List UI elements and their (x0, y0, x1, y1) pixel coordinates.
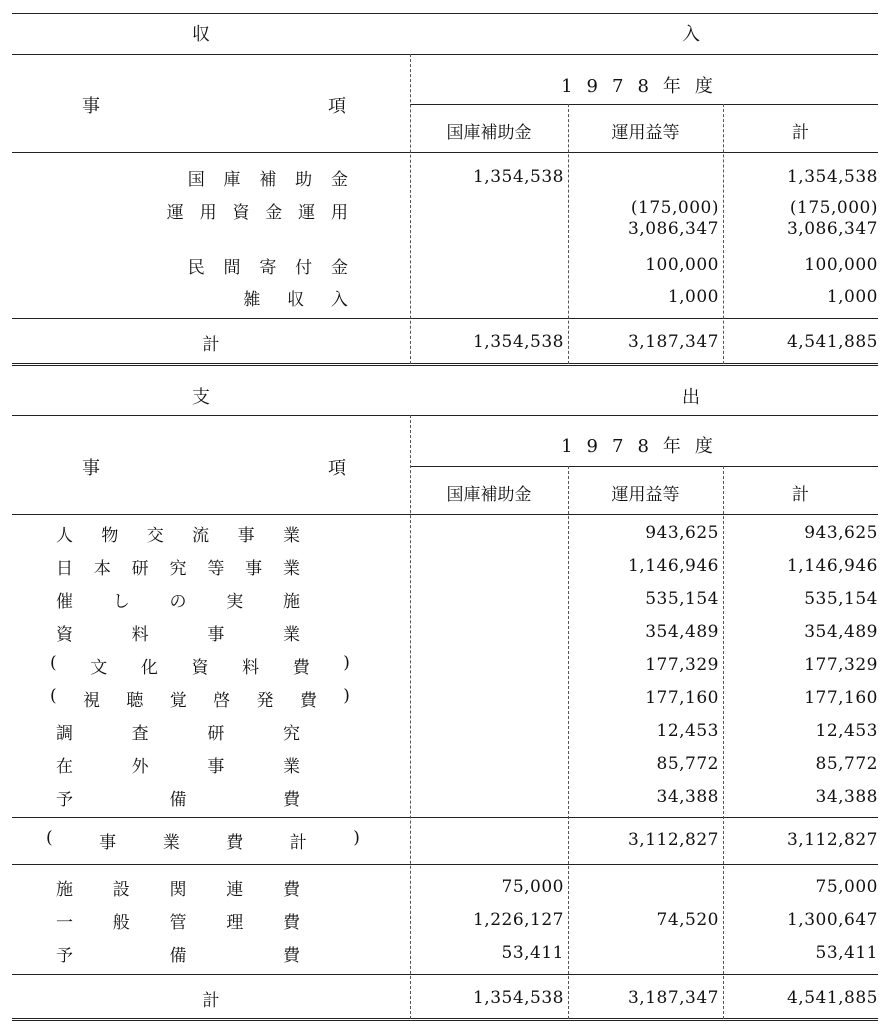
expense-subtotal-row: ( 事 業 費 計 ) 3,112,827 3,112,827 (46, 827, 878, 853)
income-subcol-1: 国庫補助金 (446, 123, 532, 143)
table-row: 日 本 研 究 等 事 業 1,146,946 1,146,946 (56, 556, 878, 579)
row-label: 運 用 資 金 運 用 (166, 203, 348, 223)
income-total-row: 計 1,354,538 3,187,347 4,541,885 (202, 332, 878, 355)
income-header-right: 入 (682, 24, 700, 45)
income-year-label: 1978年度 (561, 76, 727, 97)
table-row: 在 外 事 業 85,772 85,772 (56, 754, 878, 777)
expense-year-label: 1978年度 (561, 436, 727, 457)
budget-table (12, 8, 878, 1026)
expense-col-item-a: 事 (82, 458, 100, 479)
expense-subcol-3: 計 (792, 485, 809, 505)
table-row: 施 設 関 連 費 75,000 75,000 (56, 877, 878, 900)
row-label: 雑 収 入 (243, 289, 348, 310)
table-row: 民 間 寄 付 金 100,000 100,000 (12, 252, 878, 278)
table-row: 予 備 費 53,411 53,411 (56, 943, 878, 966)
table-row: 資 料 事 業 354,489 354,489 (56, 622, 878, 645)
table-row: ( 文 化 資 料 費 ) 177,329 177,329 (50, 652, 878, 678)
row-label: 国 庫 補 助 金 (187, 169, 348, 190)
table-row: 雑 収 入 1,000 1,000 (12, 284, 878, 310)
expense-header-right: 出 (682, 387, 700, 408)
income-col-item-a: 事 (82, 96, 100, 117)
table-row: 調 査 研 究 12,453 12,453 (56, 721, 878, 744)
bottom-rule (12, 1018, 878, 1021)
expense-total-row: 計 1,354,538 3,187,347 4,541,885 (202, 988, 878, 1011)
table-row: 催 し の 実 施 535,154 535,154 (56, 589, 878, 612)
table-row: 人 物 交 流 事 業 943,625 943,625 (56, 523, 878, 546)
expense-subcol-1: 国庫補助金 (446, 485, 532, 505)
income-header-left: 収 (192, 24, 210, 45)
income-subcol-2: 運用益等 (611, 123, 680, 143)
table-row: 運 用 資 金 運 用 (175,000) 3,086,347 (175,000) 3,086,347 (12, 198, 878, 244)
expense-subcol-2: 運用益等 (611, 485, 680, 505)
income-subcol-3: 計 (792, 123, 809, 143)
table-row: 一 般 管 理 費 1,226,127 74,520 1,300,647 (56, 910, 878, 933)
top-rule (12, 13, 878, 14)
expense-header-left: 支 (192, 387, 210, 408)
table-row: 予 備 費 34,388 34,388 (56, 787, 878, 810)
table-row: 国 庫 補 助 金 1,354,538 1,354,538 (12, 164, 878, 190)
table-row: ( 視 聴 覚 啓 発 費 ) 177,160 177,160 (50, 685, 878, 711)
income-col-item-b: 項 (328, 96, 346, 117)
expense-col-item-b: 項 (328, 458, 346, 479)
row-label: 民 間 寄 付 金 (187, 257, 348, 278)
